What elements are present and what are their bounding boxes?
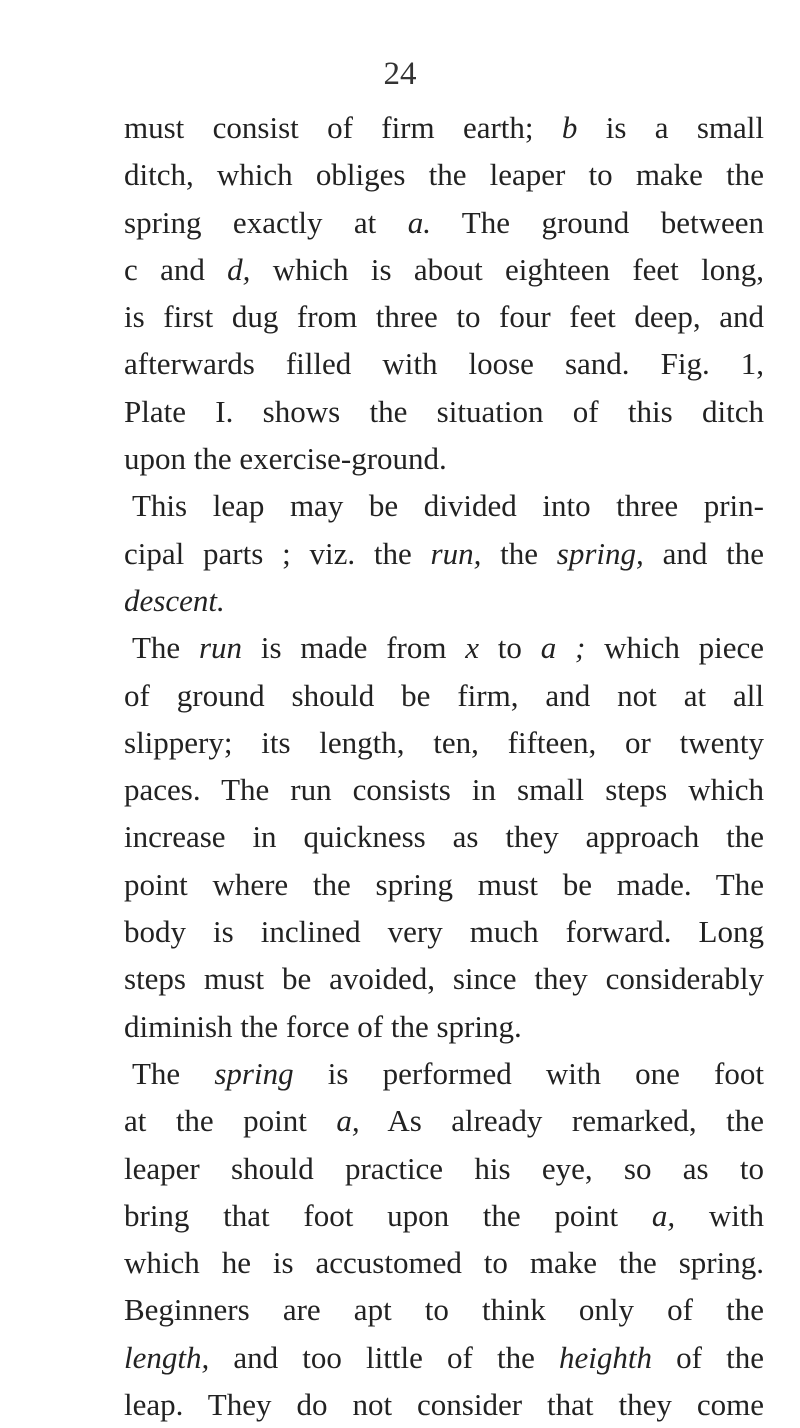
text-run: of the	[652, 1339, 764, 1375]
text-run: leaper should practice his eye, so as to	[124, 1150, 764, 1186]
text-run: ditch, which obliges the leaper to make the	[124, 157, 764, 193]
text-run: diminish the force of the spring.	[124, 1008, 522, 1044]
text-run: to	[479, 630, 541, 666]
text-line	[124, 530, 764, 577]
text-line	[124, 340, 764, 387]
italic-text: descent.	[124, 582, 225, 618]
text-line	[124, 861, 764, 908]
text-line	[124, 672, 764, 719]
text-run: at the point	[124, 1103, 337, 1139]
text-line	[124, 908, 764, 955]
text-run: which he is accustomed to make the spring.	[124, 1245, 764, 1281]
italic-text: run	[198, 630, 243, 666]
text-run: paces. The run consists in small steps which	[124, 772, 764, 808]
text-run: The	[132, 1055, 215, 1091]
italic-text: b	[561, 110, 578, 145]
text-run: is performed with one foot	[293, 1055, 764, 1091]
text-run: The ground between	[430, 204, 764, 240]
text-run: and too little of the	[209, 1339, 560, 1375]
text-run: c and	[124, 251, 228, 287]
text-run: Plate I. shows the situation of this ditch	[124, 393, 764, 429]
text-line	[124, 388, 764, 435]
text-run: body is inclined very much forward. Long	[124, 914, 764, 950]
text-run: is first dug from three to four feet deep, and	[124, 299, 764, 335]
text-line	[124, 1003, 764, 1050]
italic-text: a ;	[540, 630, 586, 666]
text-line	[124, 719, 764, 766]
italic-text: d,	[227, 251, 251, 287]
text-run: is a small	[577, 110, 764, 145]
body-text	[124, 104, 764, 1428]
text-line	[124, 1286, 764, 1333]
italic-text: run,	[430, 535, 482, 571]
text-line	[124, 435, 764, 482]
text-line	[124, 1192, 764, 1239]
text-line	[124, 1381, 764, 1428]
italic-text: spring	[214, 1055, 294, 1091]
italic-text: heighth	[559, 1339, 653, 1375]
text-line	[124, 1239, 764, 1286]
text-line	[124, 104, 764, 151]
text-run: is made from	[242, 630, 466, 666]
text-line	[124, 1334, 764, 1381]
italic-text: a.	[407, 204, 431, 240]
italic-text: spring,	[556, 535, 644, 571]
text-run: spring exactly at	[124, 204, 408, 240]
text-run: leap. They do not consider that they come	[124, 1387, 764, 1423]
text-run: slippery; its length, ten, fifteen, or twenty	[124, 724, 764, 760]
text-run: steps must be avoided, since they considerably	[124, 961, 764, 997]
text-run: cipal parts ; viz. the	[124, 535, 431, 571]
text-line	[124, 151, 764, 198]
text-line	[124, 199, 764, 246]
text-line	[124, 293, 764, 340]
text-run: As already remarked, the	[359, 1103, 764, 1139]
text-line	[124, 1050, 764, 1097]
italic-text: a,	[336, 1103, 360, 1139]
italic-text: a,	[651, 1197, 676, 1233]
page-number: 24	[383, 56, 417, 92]
text-run: point where the spring must be made. The	[124, 866, 764, 902]
text-line	[124, 624, 764, 671]
text-line	[124, 577, 764, 624]
text-line	[124, 766, 764, 813]
text-run: Beginners are apt to think only of the	[124, 1292, 764, 1328]
text-run: with	[675, 1197, 764, 1233]
text-line	[124, 1145, 764, 1192]
text-run: the	[481, 535, 557, 571]
text-line	[124, 1097, 764, 1144]
text-run: bring that foot upon the point	[124, 1197, 652, 1233]
text-run: must consist of firm earth;	[124, 110, 562, 145]
text-line	[124, 482, 764, 529]
text-run: upon the exercise-ground.	[124, 441, 447, 477]
text-run: and the	[643, 535, 764, 571]
text-line	[124, 246, 764, 293]
text-run: of ground should be firm, and not at all	[124, 677, 764, 713]
text-run: This leap may be divided into three prin-	[132, 488, 764, 524]
text-run: afterwards filled with loose sand. Fig. 1,	[124, 346, 764, 382]
text-run: increase in quickness as they approach the	[124, 819, 764, 855]
italic-text: x	[465, 630, 480, 666]
text-run: which is about eighteen feet long,	[250, 251, 764, 287]
text-line	[124, 813, 764, 860]
text-line	[124, 955, 764, 1002]
text-run: The	[132, 630, 199, 666]
italic-text: length,	[124, 1339, 210, 1375]
text-run: which piece	[585, 630, 764, 666]
